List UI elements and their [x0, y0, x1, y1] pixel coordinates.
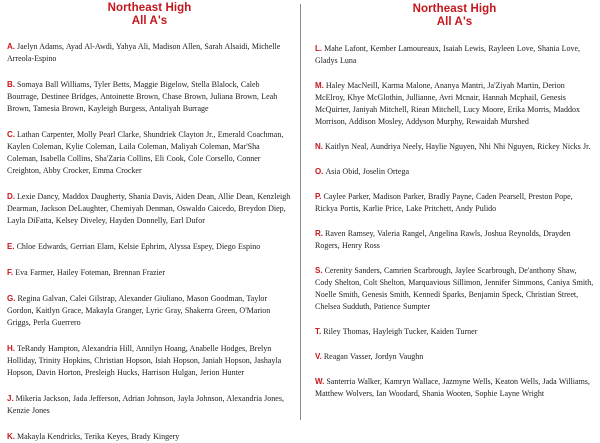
right-title-school: Northeast High — [412, 3, 497, 15]
honor-entry-f — [7, 267, 292, 279]
entry-names: Chloe Edwards, Gerrian Elam, Kelsie Ephrim, Alyssa Espey, Diego Espino — [16, 242, 261, 251]
entry-letter: B. — [7, 80, 15, 89]
right-title-honor: All A's — [436, 16, 473, 28]
entry-letter: D. — [7, 192, 15, 201]
right-header — [315, 3, 594, 29]
entry-letter: K. — [7, 432, 15, 441]
honor-entry-b — [7, 79, 292, 115]
entry-names: Santerria Walker, Kamryn Wallace, Jazmyne Wells, Keaton Wells, Jada Williams, Matthew Wolvers, Ian Woodard, Shania Wooten, Sophie Layne Wright — [315, 377, 590, 398]
entry-letter: N. — [315, 142, 323, 151]
entry-names: Asia Obid, Joselin Ortega — [325, 167, 410, 176]
honor-entry-g — [7, 293, 292, 329]
entry-letter: A. — [7, 42, 15, 51]
entry-names: Jaelyn Adams, Ayad Al-Awdi, Yahya Ali, Madison Allen, Sarah Alsaidi, Michelle Arreola-Espino — [7, 42, 281, 63]
entry-names: Caylee Parker, Madison Parker, Bradly Payne, Caden Pearsell, Preston Pope, Rickya Portis, Karlie Price, Lake Pritchett, Andy Pulido — [315, 192, 573, 213]
honor-entry-p — [315, 191, 594, 215]
honor-entry-w — [315, 376, 594, 400]
entry-letter: J. — [7, 394, 14, 403]
entry-names: Lexie Dancy, Maddox Daugherty, Shania Davis, Aiden Dean, Allie Dean, Kenzleigh Dearman, Jackson DeLaughter, Chemiyah Denman, Oswaldo Caicedo, Breydon Diep, Layla DiFatta, Kelsey Diveley, Hayden Donnelly, Earl Dufor — [7, 192, 291, 225]
honor-entry-d — [7, 191, 292, 227]
honor-entry-l — [315, 43, 594, 67]
left-column — [0, 0, 298, 441]
entry-letter: L. — [315, 44, 323, 53]
entry-letter: O. — [315, 167, 324, 176]
honor-entry-s — [315, 265, 594, 313]
honor-entry-m — [315, 80, 594, 128]
entry-letter: W. — [315, 377, 325, 386]
entry-names: Mikeria Jackson, Jada Jefferson, Adrian Johnson, Jayla Johnson, Alexandria Jones, Kenzie Jones — [7, 394, 284, 415]
entry-letter: R. — [315, 229, 323, 238]
entry-letter: C. — [7, 130, 15, 139]
entry-names: Raven Ramsey, Valeria Rangel, Angelina Rawls, Joshua Reynolds, Drayden Rogers, Henry Ross — [315, 229, 571, 250]
entry-letter: V. — [315, 352, 322, 361]
honor-entry-v — [315, 351, 594, 363]
entry-names: Riley Thomas, Hayleigh Tucker, Kaiden Turner — [323, 327, 478, 336]
entry-letter: T. — [315, 327, 322, 336]
entry-names: Haley MacNeill, Karma Malone, Ananya Mantri, Ja'Ziyah Martin, Derion McElroy, Khye McGlothin, Jullianne, Avri Mcnair, Hannah Mcphail, Genesis McQuirter, Janiyah Mitchell, Riean Mitchell, Lucy Moore, Erika Morris, Maddox Morrison, Addison Mosley, Addyson Murphy, Rewaidah Murshed — [315, 81, 580, 126]
honor-entry-r — [315, 228, 594, 252]
entry-names: Makayla Kendricks, Terika Keyes, Brady Kingery — [17, 432, 180, 441]
entry-names: Reagan Vasser, Jordyn Vaughn — [323, 352, 424, 361]
honor-entry-h — [7, 343, 292, 379]
entry-names: Eva Farmer, Hailey Foteman, Brennan Frazier — [15, 268, 166, 277]
entry-names: Lathan Carpenter, Molly Pearl Clarke, Shundriek Clayton Jr., Emerald Coachman, Kaylen Coleman, Kylie Coleman, Laila Coleman, Maliyah Coleman, Mar'Sha Coleman, Isabella Collins, Sha'Zaria Collins, Eli Cook, Cole Corsello, Conner Creighton, Abby Crocker, Emma Crocker — [7, 130, 284, 175]
honor-entry-a — [7, 41, 292, 65]
right-column — [303, 0, 600, 424]
honor-entry-k — [7, 431, 292, 443]
entry-letter: F. — [7, 268, 14, 277]
honor-entry-c — [7, 129, 292, 177]
left-title-honor: All A's — [131, 15, 168, 27]
left-title-school: Northeast High — [107, 2, 192, 14]
honor-entry-o — [315, 166, 594, 178]
entry-names: Kaitlyn Neal, Aundriya Neely, Haylie Nguyen, Nhi Nhi Nguyen, Rickey Nicks Jr. — [325, 142, 591, 151]
entry-names: TeRandy Hampton, Alexandria Hill, Annilyn Hoang, Anabelle Hodges, Brelyn Holliday, Trinity Hopkins, Christian Hopson, Isiah Hopson, Janiah Hopson, Jashayla Hopson, Davin Horton, Presleigh Hucks, Harrison Hulgan, Jerion Hunter — [7, 344, 282, 377]
entry-names: Regina Galvan, Calei Gilstrap, Alexander Giuliano, Mason Goodman, Taylor Gordon, Kaitlyn Grace, Makayla Granger, Lyric Gray, Shakerra Green, O'Marion Griggs, Perla Guerrero — [7, 294, 271, 327]
honor-entry-e — [7, 241, 292, 253]
entry-names: Mahe Lafont, Kember Lamoureaux, Isaiah Lewis, Rayleen Love, Shania Love, Gladys Luna — [315, 44, 581, 65]
entry-letter: G. — [7, 294, 16, 303]
honor-entry-j — [7, 393, 292, 417]
entry-names: Cerenity Sanders, Camrien Scarbrough, Jaylee Scarbrough, De'anthony Shaw, Cody Shelton, Colt Shelton, Marquavious Sillimon, Jennifer Simmons, Caniya Smith, Noelle Smith, Genesis Smith, Kennedi Sparks, Benjamin Speck, Christian Street, Chelsea Sudduth, Patience Sumpter — [315, 266, 594, 311]
honor-entry-n — [315, 141, 594, 153]
entry-letter: P. — [315, 192, 322, 201]
entry-letter: M. — [315, 81, 324, 90]
column-divider — [300, 4, 301, 420]
honor-entry-t — [315, 326, 594, 338]
entry-letter: S. — [315, 266, 323, 275]
entry-letter: E. — [7, 242, 15, 251]
entry-names: Somaya Ball Williams, Tyler Betts, Maggie Bigelow, Stella Blalock, Caleb Bourrage, Destinee Bridges, Antoinette Brown, Chase Brown, Juliana Brown, Leah Brown, Tamesia Brown, Kayleigh Burgess, Antaliyah Burrage — [7, 80, 278, 113]
entry-letter: H. — [7, 344, 15, 353]
left-header — [7, 2, 292, 28]
